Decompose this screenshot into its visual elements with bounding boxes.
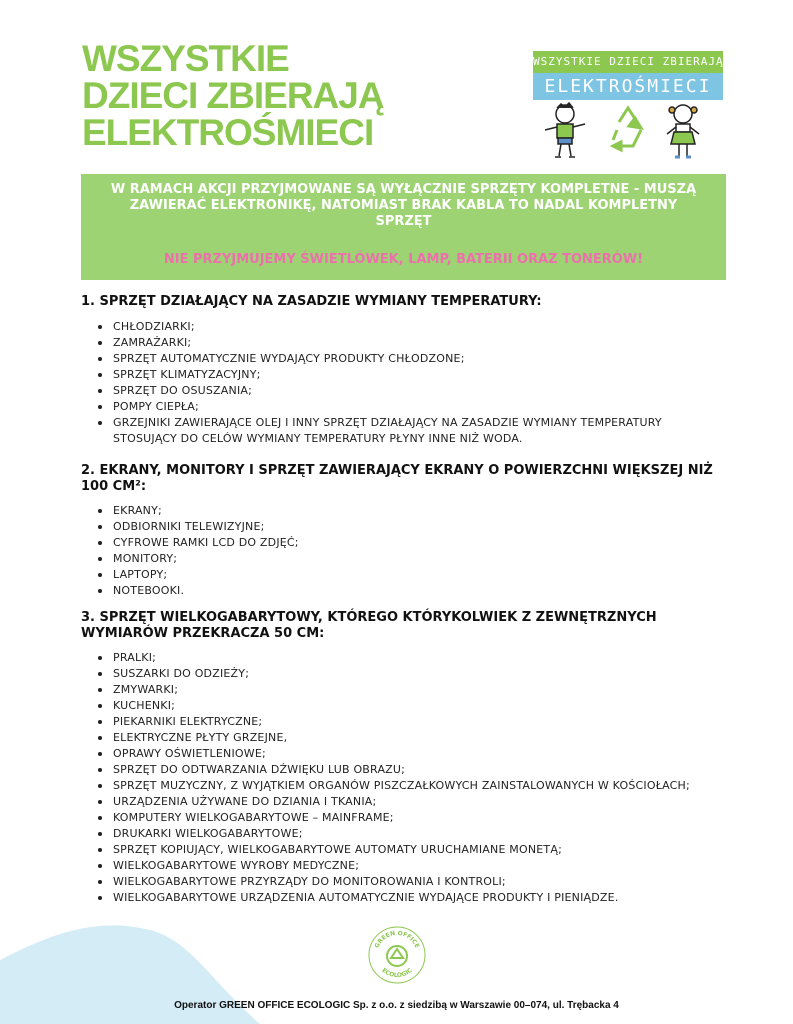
section-1-list (96, 319, 716, 447)
title-line-1: WSZYSTKIE (82, 38, 289, 79)
list-item: SPRZĘT DO ODTWARZANIA DŹWIĘKU LUB OBRAZU; (96, 762, 716, 778)
banner-main-text: W RAMACH AKCJI PRZYJMOWANE SĄ WYŁĄCZNIE SPRZĘTY KOMPLETNE - MUSZĄ ZAWIERAĆ ELEKTRONIKĘ, NATOMIAST BRAK KABLA TO NADAL KOMPLETNY SPRZĘT (110, 182, 697, 229)
title-line-3: ELEKTROŚMIECI (82, 112, 374, 153)
footer-operator-text: Operator GREEN OFFICE ECOLOGIC Sp. z o.o. z siedzibą w Warszawie 00–074, ul. Trębacka 4 (174, 1000, 619, 1011)
logo-main-text: ELEKTROŚMIECI (533, 73, 723, 100)
list-item: SPRZĘT KOPIUJĄCY, WIELKOGABARYTOWE AUTOMATY URUCHAMIANE MONETĄ; (96, 842, 716, 858)
list-item: POMPY CIEPŁA; (96, 399, 716, 415)
section-3-title: 3. SPRZĘT WIELKOGABARYTOWY, KTÓREGO KTÓRYKOLWIEK Z ZEWNĘTRZNYCH WYMIARÓW PRZEKRACZA 50 CM: (81, 610, 657, 641)
list-item: SUSZARKI DO ODZIEŻY; (96, 666, 716, 682)
recycle-icon (613, 108, 641, 150)
list-item: PIEKARNIKI ELEKTRYCZNE; (96, 714, 716, 730)
list-item: KOMPUTERY WIELKOGABARYTOWE – MAINFRAME; (96, 810, 716, 826)
list-item: SPRZĘT AUTOMATYCZNIE WYDAJĄCY PRODUKTY CHŁODZONE; (96, 351, 716, 367)
boy-figure-icon (545, 103, 585, 157)
recycle-icon (387, 946, 407, 966)
list-item: SPRZĘT MUZYCZNY, Z WYJĄTKIEM ORGANÓW PISZCZAŁKOWYCH ZAINSTALOWANYCH W KOŚCIOŁACH; (96, 778, 716, 794)
list-item: CYFROWE RAMKI LCD DO ZDJĘĆ; (96, 535, 716, 551)
campaign-logo (533, 51, 723, 163)
list-item: ZMYWARKI; (96, 682, 716, 698)
list-item: WIELKOGABARYTOWE URZĄDZENIA AUTOMATYCZNIE WYDAJĄCE PRODUKTY I PIENIĄDZE. (96, 890, 716, 906)
list-item: MONITORY; (96, 551, 716, 567)
list-item: KUCHENKI; (96, 698, 716, 714)
section-2-list (96, 503, 716, 599)
list-item: WIELKOGABARYTOWE PRZYRZĄDY DO MONITOROWANIA I KONTROLI; (96, 874, 716, 890)
list-item: WIELKOGABARYTOWE WYROBY MEDYCZNE; (96, 858, 716, 874)
title-line-2: DZIECI ZBIERAJĄ (82, 75, 384, 116)
list-item: URZĄDZENIA UŻYWANE DO DZIANIA I TKANIA; (96, 794, 716, 810)
list-item: DRUKARKI WIELKOGABARYTOWE; (96, 826, 716, 842)
list-item: NOTEBOOKI. (96, 583, 716, 599)
info-banner (81, 174, 726, 280)
girl-figure-icon (667, 105, 699, 157)
logo-illustration (533, 100, 723, 163)
list-item: EKRANY; (96, 503, 716, 519)
list-item: PRALKI; (96, 650, 716, 666)
logo-top-text: WSZYSTKIE DZIECI ZBIERAJĄ (533, 51, 723, 73)
list-item: LAPTOPY; (96, 567, 716, 583)
list-item: ZAMRAŻARKI; (96, 335, 716, 351)
stamp-bottom-text: ECOLOGIC (380, 966, 414, 980)
list-item: CHŁODZIARKI; (96, 319, 716, 335)
banner-warning-text: NIE PRZYJMUJEMY ŚWIETLÓWEK, LAMP, BATERII ORAZ TONERÓW! (163, 252, 644, 267)
list-item: ODBIORNIKI TELEWIZYJNE; (96, 519, 716, 535)
stamp-top-text: GREEN OFFICE (373, 929, 421, 950)
green-office-ecologic-logo (367, 925, 427, 985)
list-item: GRZEJNIKI ZAWIERAJĄCE OLEJ I INNY SPRZĘT DZIAŁAJĄCY NA ZASADZIE WYMIANY TEMPERATURY STOSUJĄCY DO CELÓW WYMIANY TEMPERATURY PŁYNY INNE NIŻ WODA. (96, 415, 716, 447)
section-3-list (96, 650, 716, 906)
list-item: SPRZĘT KLIMATYZACYJNY; (96, 367, 716, 383)
list-item: OPRAWY OŚWIETLENIOWE; (96, 746, 716, 762)
list-item: ELEKTRYCZNE PŁYTY GRZEJNE, (96, 730, 716, 746)
list-item: SPRZĘT DO OSUSZANIA; (96, 383, 716, 399)
section-2-title: 2. EKRANY, MONITORY I SPRZĘT ZAWIERAJĄCY EKRANY O POWIERZCHNI WIĘKSZEJ NIŻ 100 CM²: (81, 463, 713, 494)
page-title (82, 40, 402, 151)
section-1-title: 1. SPRZĘT DZIAŁAJĄCY NA ZASADZIE WYMIANY TEMPERATURY: (81, 294, 542, 309)
